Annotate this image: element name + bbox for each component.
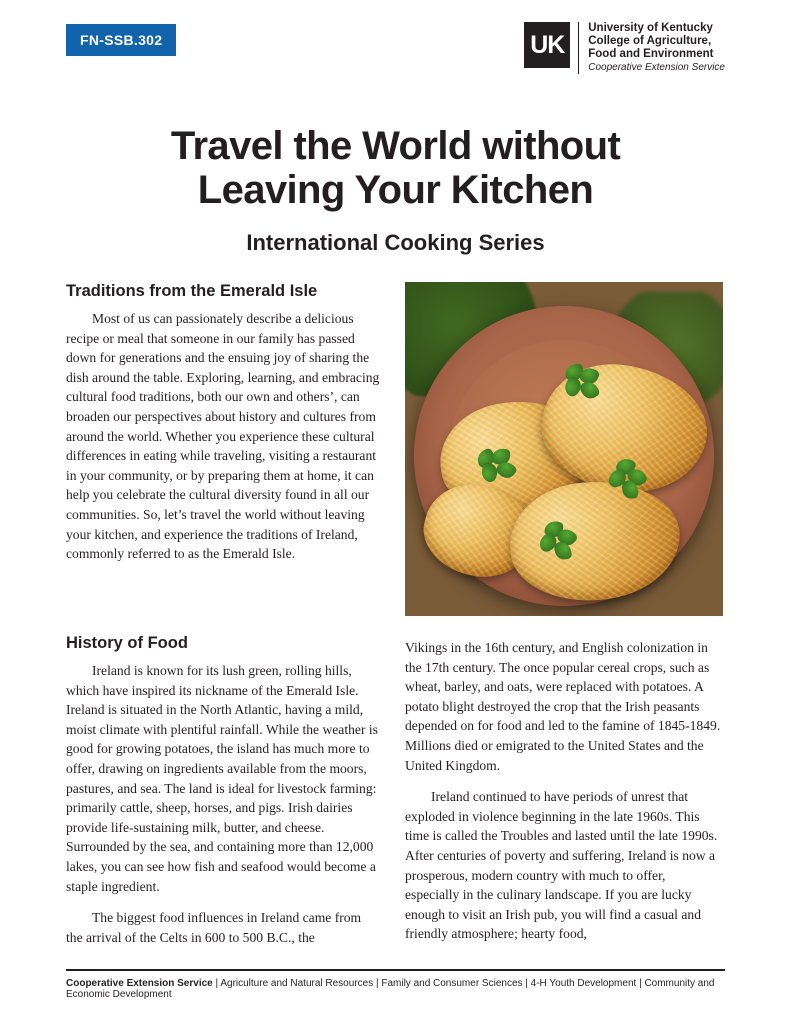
history-heading: History of Food (66, 634, 188, 652)
history-paragraph-1: Ireland is known for its lush green, rolling hills, which have inspired its nickname of the Emerald Isle. Ireland is situated in the North Atlantic, having a mild, moist climate with plentiful rainfall. While the weather is good for growing potatoes, the island has much more to offer, drawing on ingredients available from the moors, pastures, and sea. The land is ideal for livestock farming: primarily cattle, sheep, horses, and pigs. Irish dairies provide life-sustaining milk, butter, and cheese. Surrounded by the sea, and containing more than 12,000 lakes, you can see how fish and seafood would become a staple ingredient. (66, 663, 378, 894)
footer-program-list: | Agriculture and Natural Resources | Family and Consumer Sciences | 4-H Youth Development | Community and Economic Development (66, 978, 715, 1000)
top-section (66, 282, 725, 616)
page-title-line-2: Leaving Your Kitchen (197, 168, 594, 212)
plate-shape (414, 306, 714, 606)
history-paragraph-2: The biggest food influences in Ireland came from the arrival of the Celts in 600 to 500 B.C., the (66, 910, 362, 945)
traditions-heading: Traditions from the Emerald Isle (66, 282, 318, 300)
logo-line-extension: Cooperative Extension Service (588, 62, 725, 73)
document-header (66, 0, 725, 102)
uk-monogram-icon: UK (524, 22, 570, 68)
traditions-paragraph: Most of us can passionately describe a delicious recipe or meal that someone in our family has passed down for generations and the ensuing joy of sharing the dish around the table. Exploring, learning, and embracing cultural food traditions, both our own and others’, can broaden our perspectives about history and cultures from around the world. Whether you experience these cultural differences in eating while traveling, visiting a restaurant in your community, or by preparing them at home, it can help you celebrate the cultural diversity found in all our communities. So, let’s travel the world without leaving your kitchen, and experience the traditions of Ireland, commonly referred to as the Emerald Isle. (66, 311, 380, 562)
potato-cakes-photo (405, 282, 723, 616)
page-subtitle: International Cooking Series (246, 230, 545, 255)
history-right-column (405, 634, 723, 956)
page-title (66, 124, 725, 212)
history-section (66, 634, 725, 959)
university-logo-text (578, 22, 725, 74)
title-block (66, 124, 725, 256)
document-footer (66, 969, 725, 1000)
footer-service-name: Cooperative Extension Service (66, 978, 213, 989)
history-paragraph-3: Vikings in the 16th century, and English colonization in the 17th century. The once popular cereal crops, such as wheat, barley, and oats, were replaced with potatoes. A potato blight destroyed the crop that the Irish peasants depended on for food and led to the famine of 1845-1849. Millions died or emigrated to the United States and the United Kingdom. (405, 640, 721, 773)
logo-line-college: College of Agriculture, (588, 35, 712, 47)
history-paragraph-4: Ireland continued to have periods of unrest that exploded in violence beginning in the late 1960s. This time is called the Troubles and lasted until the late 1990s. After centuries of poverty and suffering, Ireland is now a prosperous, modern country with much to offer, especially in the culinary landscape. If you are lucky enough to visit an Irish pub, you will find a casual and friendly atmosphere; hearty food, (405, 789, 718, 942)
page-title-line-1: Travel the World without (170, 124, 621, 168)
publication-id-badge: FN-SSB.302 (66, 24, 176, 56)
history-left-column (66, 634, 381, 959)
logo-line-food: Food and Environment (588, 48, 714, 60)
traditions-column (66, 282, 381, 576)
university-logo (524, 22, 725, 74)
document-content (66, 282, 725, 959)
logo-line-university: University of Kentucky (588, 22, 713, 34)
photo-column (405, 282, 723, 616)
